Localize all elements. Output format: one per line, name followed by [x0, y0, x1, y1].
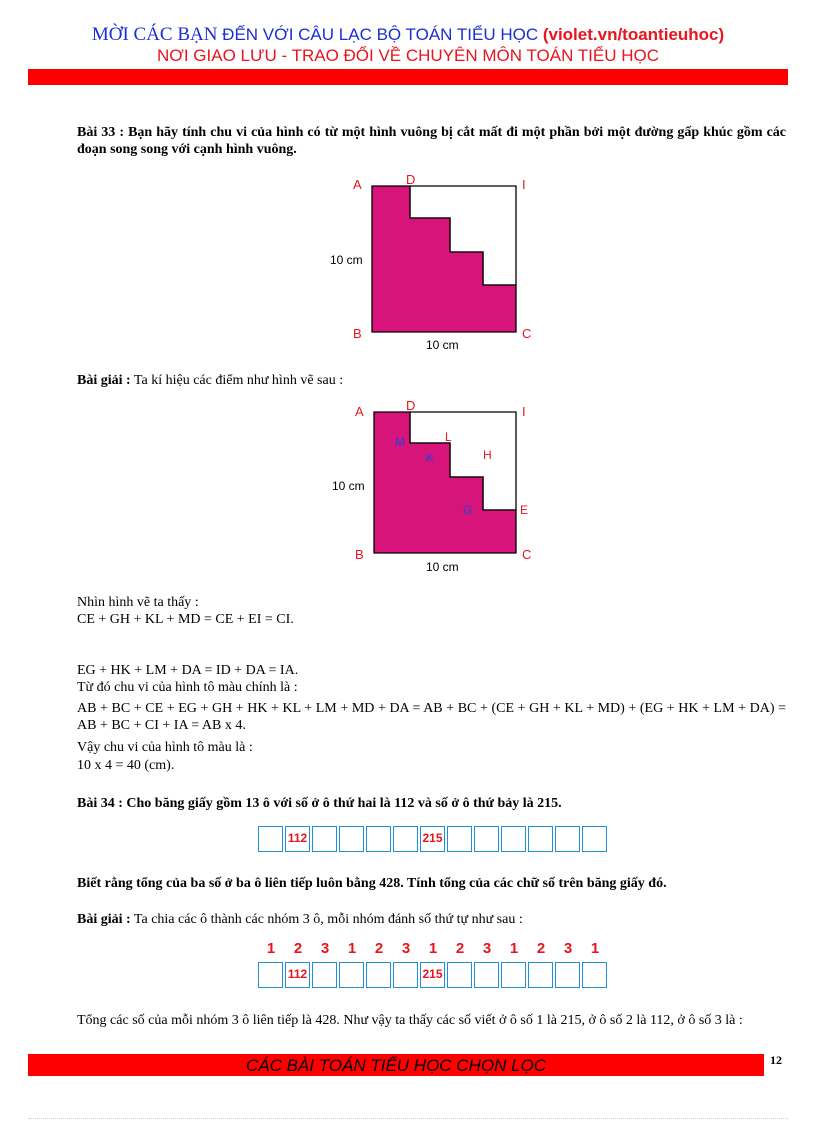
tape-cell: 112	[285, 826, 310, 852]
solution34	[77, 911, 786, 928]
tape-cell	[312, 962, 337, 988]
tape-cell	[447, 962, 472, 988]
header-moi: MỜI CÁC BẠN	[91, 24, 218, 45]
side-length-label: 10 cm	[330, 253, 363, 267]
label-D: D	[406, 398, 416, 413]
tape-cell	[393, 826, 418, 852]
tape-cell	[528, 826, 553, 852]
group-number: 3	[320, 940, 330, 957]
solution34-text: Ta chia các ô thành các nhóm 3 ô, mỗi nhóm đánh số thứ tự như sau :	[130, 912, 523, 927]
header-link[interactable]: (violet.vn/toantieuhoc)	[542, 25, 725, 44]
line-3: EG + HK + LM + DA = ID + DA = IA.	[77, 663, 299, 678]
label-M: M	[395, 435, 405, 449]
solution33-label: Bài giải :	[77, 373, 131, 388]
line-7: 10 x 4 = 40 (cm).	[77, 758, 175, 773]
solution33-text: Ta kí hiệu các điểm như hình vẽ sau :	[130, 373, 344, 388]
label-G: G	[463, 503, 473, 517]
tape-cell	[555, 962, 580, 988]
tape-cell	[258, 962, 283, 988]
label-H: H	[483, 448, 492, 462]
tape-cell	[366, 962, 391, 988]
header-line-2: NƠI GIAO LƯU - TRAO ĐỔI VỀ CHUYÊN MÔN TOÁN TIỂU HỌC	[156, 46, 659, 65]
label-C: C	[522, 547, 532, 562]
line-6: Vậy chu vi của hình tô màu là :	[77, 740, 253, 755]
label-D: D	[406, 172, 416, 187]
group-number: 1	[509, 940, 519, 957]
line-2: CE + GH + KL + MD = CE + EI = CI.	[77, 612, 294, 627]
tape-cell: 215	[420, 826, 445, 852]
header-red-bar	[28, 69, 788, 85]
tape-cell	[474, 962, 499, 988]
group-number: 1	[266, 940, 276, 957]
group-number: 2	[536, 940, 546, 957]
solution33	[77, 372, 786, 389]
tape-cell	[447, 826, 472, 852]
tape-cell: 112	[285, 962, 310, 988]
group-number: 2	[374, 940, 384, 957]
page-number: 12	[770, 1053, 782, 1067]
tape-cell	[393, 962, 418, 988]
tape-cell	[501, 826, 526, 852]
bai34-text-2	[77, 875, 786, 892]
header-club-name: ĐẾN VỚI CÂU LẠC BỘ TOÁN TIỂU HỌC	[217, 25, 543, 44]
solution34-label: Bài giải :	[77, 912, 131, 927]
line-4: Từ đó chu vi của hình tô màu chính là :	[77, 680, 298, 695]
tape-cell	[582, 826, 607, 852]
group-number: 3	[563, 940, 573, 957]
tape-cell	[366, 826, 391, 852]
label-L: L	[445, 430, 452, 444]
bottom-length-label: 10 cm	[426, 338, 459, 352]
tape-cell	[555, 826, 580, 852]
figure-2	[320, 395, 560, 585]
page-bottom-dotted-line	[28, 1118, 788, 1119]
bai33-problem	[77, 124, 786, 158]
bai34-problem	[77, 795, 786, 812]
last-paragraph: Tổng các số của mỗi nhóm 3 ô liên tiếp là 428. Như vậy ta thấy các số viết ở ô số 1 là 215, ở ô số 2 là 112, ở ô số 3 là :	[77, 1013, 743, 1028]
line-1: Nhìn hình vẽ ta thấy :	[77, 595, 199, 610]
tape-cell	[582, 962, 607, 988]
side-length-label: 10 cm	[332, 479, 365, 493]
header-line-1	[0, 24, 816, 46]
figure-1	[320, 170, 560, 360]
line-5: AB + BC + CE + EG + GH + HK + KL + LM + MD + DA = AB + BC + (CE + GH + KL + MD) + (EG + HK + LM + DA) = AB + BC + CI + IA = AB x 4.	[77, 701, 786, 733]
label-I: I	[522, 177, 526, 192]
group-number: 2	[455, 940, 465, 957]
label-B: B	[355, 547, 364, 562]
tape-cell	[474, 826, 499, 852]
label-B: B	[353, 326, 362, 341]
label-K: K	[426, 451, 435, 465]
tape-cell	[258, 826, 283, 852]
label-C: C	[522, 326, 532, 341]
tape-cell	[528, 962, 553, 988]
group-number: 2	[293, 940, 303, 957]
tape-cell	[501, 962, 526, 988]
label-E: E	[520, 503, 529, 517]
group-number: 1	[347, 940, 357, 957]
label-A: A	[355, 404, 364, 419]
group-number: 1	[590, 940, 600, 957]
footer-bar	[28, 1054, 764, 1076]
bai34-text-2-bold: Biết rằng tổng của ba số ở ba ô liên tiếp luôn bằng 428. Tính tổng của các chữ số trên băng giấy đó.	[77, 876, 667, 891]
tape-cell	[312, 826, 337, 852]
group-number: 1	[428, 940, 438, 957]
tape-cell: 215	[420, 962, 445, 988]
bai34-label: Bài 34 : Cho băng giấy gồm 13 ô với số ở ô thứ hai là 112 và số ở ô thứ bảy là 215.	[77, 796, 562, 811]
bai33-label: Bài 33 :	[77, 125, 125, 140]
group-number: 3	[401, 940, 411, 957]
group-number: 3	[482, 940, 492, 957]
tape-cell	[339, 962, 364, 988]
label-A: A	[353, 177, 362, 192]
tape-cell	[339, 826, 364, 852]
footer-title: CÁC BÀI TOÁN TIỂU HỌC CHỌN LỌC	[245, 1056, 547, 1075]
bai33-text: Bạn hãy tính chu vi của hình có từ một hình vuông bị cắt mất đi một phần bởi một đường gấp khúc gồm các đoạn song song với cạnh hình vuông.	[77, 125, 787, 157]
bottom-length-label: 10 cm	[426, 560, 459, 574]
label-I: I	[522, 404, 526, 419]
